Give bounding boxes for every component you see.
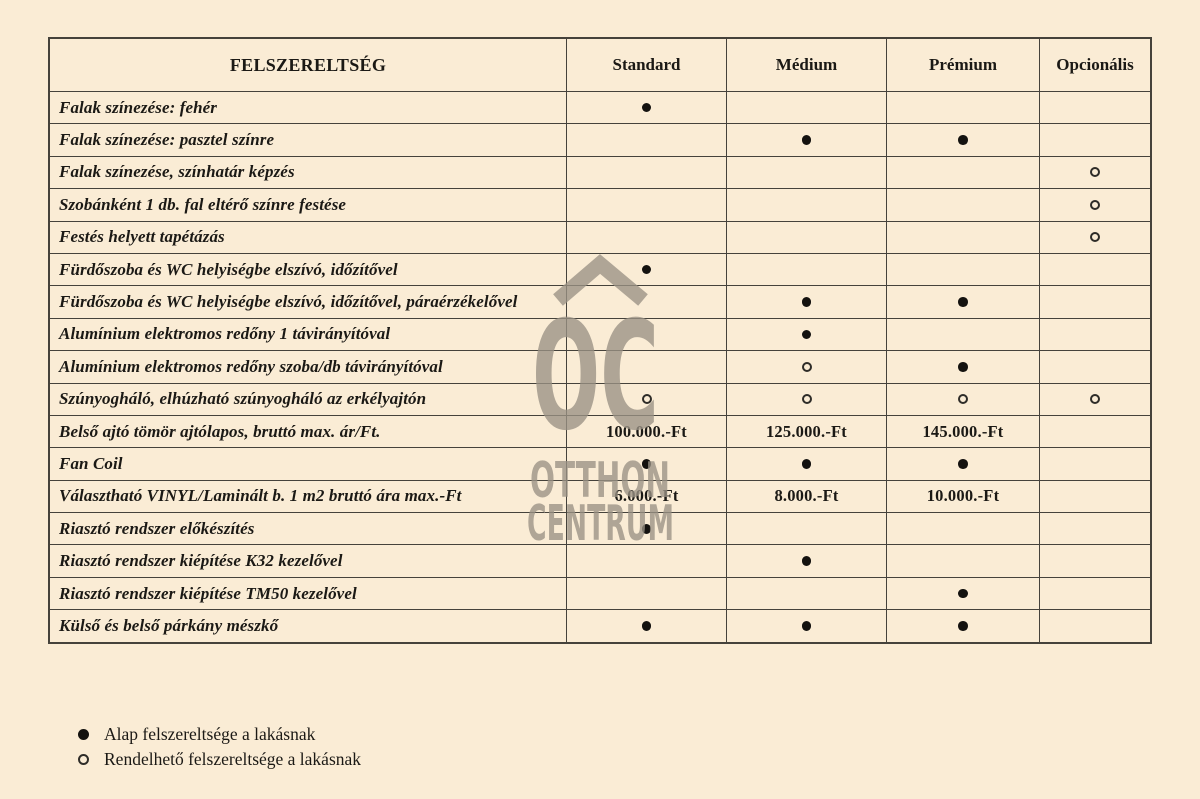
table-cell <box>1039 448 1150 479</box>
filled-dot-icon <box>802 556 812 566</box>
table-row <box>50 609 1150 641</box>
row-label: Festés helyett tapétázás <box>59 227 225 247</box>
price-value: 10.000.-Ft <box>886 481 1039 512</box>
table-cell <box>1039 222 1150 253</box>
table-row <box>50 253 1150 285</box>
filled-dot-icon <box>642 524 652 534</box>
table-cell <box>1039 578 1150 609</box>
table-cell <box>1039 254 1150 285</box>
row-label: Riasztó rendszer kiépítése K32 kezelővel <box>59 551 343 571</box>
table-cell <box>1039 157 1150 188</box>
table-cell <box>1039 319 1150 350</box>
open-circle-icon <box>1090 200 1100 210</box>
table-row <box>50 285 1150 317</box>
table-cell <box>726 448 886 479</box>
watermark-line1: OTTHON <box>530 452 670 509</box>
filled-dot-icon <box>642 459 652 469</box>
table-cell <box>886 578 1039 609</box>
row-label: Riasztó rendszer előkészítés <box>59 518 255 538</box>
filled-dot-icon <box>802 297 812 307</box>
price-value: 125.000.-Ft <box>726 416 886 447</box>
legend-symbol <box>78 754 104 765</box>
table-cell <box>886 384 1039 415</box>
table-cell <box>1039 481 1150 512</box>
filled-dot-icon <box>958 362 968 372</box>
price-value: 145.000.-Ft <box>886 416 1039 447</box>
table-row <box>50 318 1150 350</box>
filled-dot-icon <box>802 135 812 145</box>
table-cell <box>1039 286 1150 317</box>
table-cell <box>1039 513 1150 544</box>
table-cell <box>886 545 1039 576</box>
table-cell <box>1039 545 1150 576</box>
table-cell <box>1039 351 1150 382</box>
table-cell <box>1039 416 1150 447</box>
table-row <box>50 350 1150 382</box>
row-label: Falak színezése: fehér <box>59 97 218 117</box>
table-row <box>50 221 1150 253</box>
open-circle-icon <box>642 394 652 404</box>
table-cell <box>886 157 1039 188</box>
table-row <box>50 156 1150 188</box>
table-cell <box>886 189 1039 220</box>
table-cell <box>886 448 1039 479</box>
table-body <box>50 91 1150 642</box>
table-cell <box>726 319 886 350</box>
open-circle-icon <box>1090 232 1100 242</box>
row-label: Fürdőszoba és WC helyiségbe elszívó, időzítővel, páraérzékelővel <box>59 292 518 312</box>
table-cell <box>566 513 726 544</box>
table-cell <box>886 319 1039 350</box>
row-label: Falak színezése, színhatár képzés <box>59 162 295 182</box>
table-cell <box>566 448 726 479</box>
table-cell <box>566 545 726 576</box>
open-circle-icon <box>802 394 812 404</box>
open-circle-icon <box>1090 167 1100 177</box>
table-cell <box>726 513 886 544</box>
open-circle-icon <box>1090 394 1100 404</box>
row-label: Belső ajtó tömör ajtólapos, bruttó max. ár/Ft. <box>59 421 381 441</box>
table-cell <box>726 189 886 220</box>
table-row <box>50 188 1150 220</box>
table-row <box>50 577 1150 609</box>
row-label: Riasztó rendszer kiépítése TM50 kezelővel <box>59 583 357 603</box>
table-cell <box>566 286 726 317</box>
row-label: Falak színezése: pasztel színre <box>59 130 275 150</box>
table-cell <box>566 189 726 220</box>
column-header-opcionalis: Opcionális <box>1039 39 1150 91</box>
table-row <box>50 447 1150 479</box>
filled-dot-icon <box>958 589 968 599</box>
table-cell <box>1039 92 1150 123</box>
table-row <box>50 544 1150 576</box>
table-cell <box>726 157 886 188</box>
table-cell <box>1039 610 1150 641</box>
legend-item <box>78 747 361 771</box>
table-cell <box>726 254 886 285</box>
table-cell <box>1039 384 1150 415</box>
table-cell <box>566 124 726 155</box>
table-cell <box>886 286 1039 317</box>
row-label: Külső és belső párkány mészkő <box>59 615 279 635</box>
table-header-row <box>50 39 1150 91</box>
watermark-initials: OC <box>532 290 659 464</box>
table-row <box>50 512 1150 544</box>
table-cell <box>726 286 886 317</box>
filled-dot-icon <box>802 330 812 340</box>
watermark-line2: CENTRUM <box>527 495 674 550</box>
filled-dot-icon <box>642 621 652 631</box>
column-header-standard: Standard <box>566 39 726 91</box>
table-cell <box>566 222 726 253</box>
equipment-comparison-table <box>48 37 1152 644</box>
table-cell <box>566 384 726 415</box>
table-row <box>50 383 1150 415</box>
table-cell <box>566 157 726 188</box>
filled-dot-icon <box>958 135 968 145</box>
table-cell <box>726 222 886 253</box>
legend-item <box>78 722 361 746</box>
table-cell <box>566 92 726 123</box>
filled-dot-icon <box>958 621 968 631</box>
table-cell <box>566 610 726 641</box>
legend-label: Rendelhető felszereltsége a lakásnak <box>104 748 362 769</box>
table-cell <box>886 222 1039 253</box>
open-circle-icon <box>78 754 89 765</box>
row-label: Választható VINYL/Laminált b. 1 m2 bruttó ára max.-Ft <box>59 486 462 506</box>
filled-dot-icon <box>802 621 812 631</box>
table-cell <box>566 351 726 382</box>
filled-dot-icon <box>642 103 652 113</box>
filled-dot-icon <box>642 265 652 275</box>
row-label: Fan Coil <box>59 453 123 473</box>
filled-dot-icon <box>802 459 812 469</box>
row-label: Szobánként 1 db. fal eltérő színre festése <box>59 194 347 214</box>
table-cell <box>886 124 1039 155</box>
row-label: Alumínium elektromos redőny 1 távirányítóval <box>59 324 391 344</box>
filled-dot-icon <box>958 297 968 307</box>
column-header-felszereltseg: FELSZERELTSÉG <box>229 54 387 75</box>
table-cell <box>1039 124 1150 155</box>
price-value: 8.000.-Ft <box>726 481 886 512</box>
table-cell <box>566 319 726 350</box>
table-row <box>50 480 1150 512</box>
table-cell <box>726 610 886 641</box>
table-cell <box>726 545 886 576</box>
table-cell <box>566 254 726 285</box>
table-cell <box>726 92 886 123</box>
legend-label: Alap felszereltsége a lakásnak <box>104 723 316 744</box>
table-cell <box>1039 189 1150 220</box>
legend <box>78 722 361 771</box>
table-cell <box>886 351 1039 382</box>
row-label: Szúnyogháló, elhúzható szúnyogháló az erkélyajtón <box>59 389 427 409</box>
table-cell <box>566 578 726 609</box>
table-cell <box>726 124 886 155</box>
table-cell <box>886 92 1039 123</box>
row-label: Fürdőszoba és WC helyiségbe elszívó, időzítővel <box>59 259 398 279</box>
column-header-premium: Prémium <box>886 39 1039 91</box>
table-row <box>50 415 1150 447</box>
open-circle-icon <box>958 394 968 404</box>
table-cell <box>726 384 886 415</box>
table-row <box>50 91 1150 123</box>
column-header-medium: Médium <box>726 39 886 91</box>
table-cell <box>886 513 1039 544</box>
open-circle-icon <box>802 362 812 372</box>
price-value: 100.000.-Ft <box>566 416 726 447</box>
table-cell <box>726 578 886 609</box>
table-cell <box>886 610 1039 641</box>
table-cell <box>886 254 1039 285</box>
filled-dot-icon <box>78 729 89 740</box>
price-value: 6.000.-Ft <box>566 481 726 512</box>
filled-dot-icon <box>958 459 968 469</box>
row-label: Alumínium elektromos redőny szoba/db távirányítóval <box>59 356 443 376</box>
table-cell <box>726 351 886 382</box>
table-row <box>50 123 1150 155</box>
legend-symbol <box>78 729 104 740</box>
